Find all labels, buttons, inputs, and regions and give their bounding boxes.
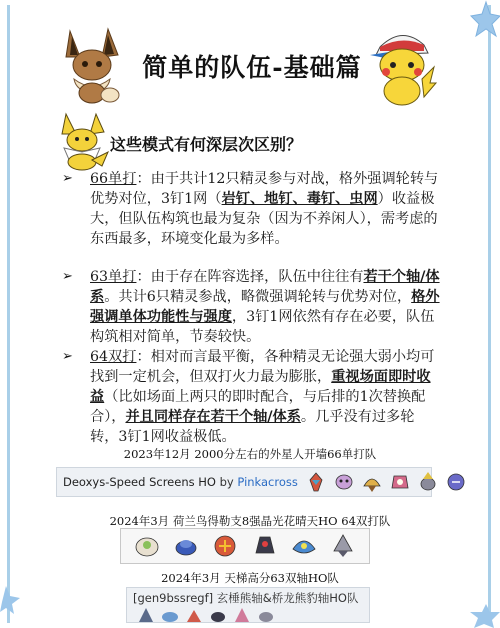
team-1-by: by xyxy=(219,475,234,489)
bullet-63-singles xyxy=(62,267,442,347)
star-icon-top-right xyxy=(456,0,500,44)
bullet-66-singles xyxy=(62,169,442,267)
pikachu-cap-icon xyxy=(366,25,438,107)
bullet-64-text-1: ：相对而言最平衡，各种精灵无论强大弱小均可找到一定机会，但双打火力最为膨胀， xyxy=(90,349,435,385)
bullet-list xyxy=(62,169,442,447)
pokemon-sprite-icon-3 xyxy=(360,470,384,494)
bullet-arrow-icon: ➢ xyxy=(62,349,73,364)
caption-team-2: 2024年3月 荷兰鸟得勒支8强晶光花晴天HO 64双打队 xyxy=(109,514,391,528)
deoxys-sprite-icon xyxy=(304,470,328,494)
pokemon-sprite-icon-team2-4 xyxy=(250,531,280,561)
bullet-63-text-3: ，3钉1网依然有存在必要，队伍构筑相对简单，节奏较快。 xyxy=(90,309,435,345)
bullet-63-text-1: ：由于存在阵容选择，队伍中往往有 xyxy=(136,269,364,285)
pokemon-sprite-icon-team3-5 xyxy=(233,608,251,622)
team-1-label xyxy=(57,475,298,489)
caption-team-3: 2024年3月 天梯高分63双轴HO队 xyxy=(161,571,339,585)
pokemon-sprite-icon-4 xyxy=(388,470,412,494)
bullet-arrow-icon: ➢ xyxy=(62,269,73,284)
bullet-64-highlight-1: 重视场面即时收益 xyxy=(90,369,431,405)
bullet-64-head: 64双打 xyxy=(90,349,137,365)
pokemon-sprite-icon-2 xyxy=(332,470,356,494)
bullet-66-text-1: ：由于共计12只精灵参与对战，格外强调轮转与优势对位，3钉1网（ xyxy=(90,171,439,207)
pokemon-sprite-icon-team3-1 xyxy=(137,608,155,622)
bullet-64-text-3: 。几乎没有过多轮转，3钉1网收益极低。 xyxy=(90,409,415,445)
page-title: 简单的队伍-基础篇 xyxy=(142,53,362,82)
bullet-66-highlight-1: 岩钉、地钉、毒钉、虫网 xyxy=(221,191,378,207)
bullet-64-text-2: （比如场面上两只的即时配合，与后排的1次替换配合）， xyxy=(90,389,426,425)
pokemon-sprite-icon-team3-2 xyxy=(161,608,179,622)
bullet-66-text-2: ）收益极大，但队伍构筑也最为复杂（因为不养闲人），需考虑的东西最多，环境变化最为多样。 xyxy=(90,191,438,247)
pokemon-sprite-icon-team3-4 xyxy=(209,608,227,622)
bullet-arrow-icon: ➢ xyxy=(62,171,73,186)
team-1-author-link[interactable]: Pinkacross xyxy=(237,475,298,489)
section-subtitle: 这些模式有何深层次区别？ xyxy=(110,135,303,154)
caption-team-1: 2023年12月 2000分左右的外星人开墙66单打队 xyxy=(123,447,377,461)
team-1-sprites xyxy=(304,470,468,494)
pokemon-sprite-icon-5 xyxy=(416,470,440,494)
pokemon-sprite-icon-team2-1 xyxy=(132,531,162,561)
pokemon-sprite-icon-team2-5 xyxy=(289,531,319,561)
pokemon-sprite-icon-team2-2 xyxy=(171,531,201,561)
star-icon-bottom-left xyxy=(0,584,22,614)
bullet-63-text-2: 。共计6只精灵参战，略微强调轮转与优势对位， xyxy=(104,289,412,305)
bullet-64-doubles xyxy=(62,347,442,447)
pokemon-sprite-icon-team3-3 xyxy=(185,608,203,622)
bullet-63-highlight-1: 若干个轴/体系 xyxy=(90,269,440,305)
team-3-strip[interactable] xyxy=(126,587,370,623)
team-1-strip[interactable] xyxy=(56,467,432,497)
jolteon-icon xyxy=(56,112,110,172)
star-icon-bottom-right xyxy=(460,598,500,628)
pokemon-sprite-icon-team2-6 xyxy=(328,531,358,561)
team-3-sprites xyxy=(127,608,275,622)
bullet-66-head: 66单打 xyxy=(90,171,137,187)
team-2-strip[interactable] xyxy=(120,528,370,564)
pokemon-sprite-icon-team2-3 xyxy=(210,531,240,561)
bullet-63-highlight-2: 格外强调单体功能性与强度 xyxy=(90,289,440,325)
pokemon-sprite-icon-team3-6 xyxy=(257,608,275,622)
pokemon-sprite-icon-6 xyxy=(444,470,468,494)
bullet-64-highlight-2: 并且同样存在若干个轴/体系 xyxy=(125,409,301,425)
bullet-63-head: 63单打 xyxy=(90,269,137,285)
team-3-name: [gen9bssregf] 玄棰熊轴&桥龙熊豹轴HO队 xyxy=(133,591,359,605)
eevee-icon xyxy=(58,27,124,107)
team-1-name: Deoxys-Speed Screens HO xyxy=(63,475,216,489)
